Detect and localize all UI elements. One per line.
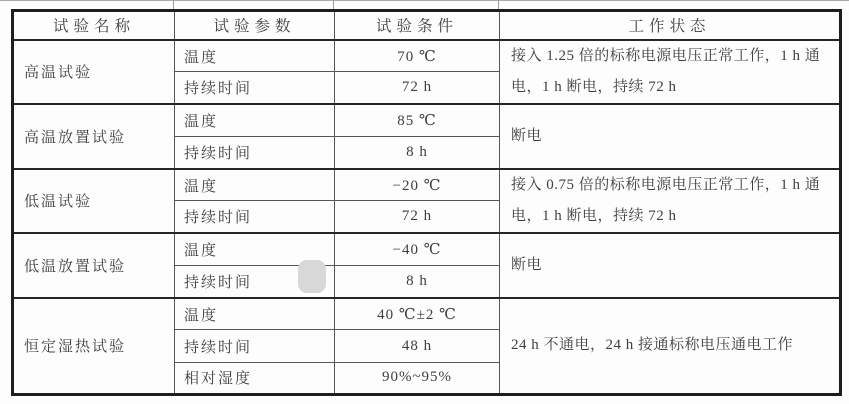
scan-smudge-artifact [298, 260, 326, 293]
test-name-cell: 高温放置试验 [13, 104, 175, 169]
condition-cell: 8 h [335, 265, 500, 297]
condition-cell: 8 h [335, 136, 500, 168]
condition-cell: 90%~95% [335, 362, 500, 394]
table-row [13, 298, 841, 330]
parameter-cell: 持续时间 [175, 265, 335, 297]
parameter-cell: 温度 [175, 104, 335, 136]
condition-cell: −40 ℃ [335, 233, 500, 265]
table-row [13, 233, 841, 265]
status-cell: 断电 [500, 104, 841, 169]
condition-cell: 70 ℃ [335, 40, 500, 72]
parameter-cell: 持续时间 [175, 136, 335, 168]
condition-cell: 72 h [335, 72, 500, 104]
parameter-cell: 持续时间 [175, 72, 335, 104]
parameter-cell: 温度 [175, 169, 335, 201]
condition-cell: −20 ℃ [335, 169, 500, 201]
table-header-row [13, 11, 841, 40]
parameter-cell: 持续时间 [175, 330, 335, 362]
header-test-condition: 试验条件 [335, 11, 500, 40]
header-test-parameter: 试验参数 [175, 11, 335, 40]
status-cell: 接入 0.75 倍的标称电源电压正常工作，1 h 通电，1 h 断电，持续 72 h [500, 169, 841, 234]
table-row [13, 169, 841, 201]
status-cell: 24 h 不通电，24 h 接通标称电压通电工作 [500, 298, 841, 395]
status-cell: 接入 1.25 倍的标称电源电压正常工作，1 h 通电，1 h 断电，持续 72 h [500, 40, 841, 105]
header-working-state: 工作状态 [500, 11, 841, 40]
test-conditions-table [11, 9, 842, 396]
scan-hairline [0, 0, 849, 1]
header-test-name: 试验名称 [13, 11, 175, 40]
parameter-cell: 温度 [175, 298, 335, 330]
test-name-cell: 低温试验 [13, 169, 175, 234]
condition-cell: 72 h [335, 201, 500, 233]
parameter-cell: 温度 [175, 233, 335, 265]
condition-cell: 48 h [335, 330, 500, 362]
status-cell: 断电 [500, 233, 841, 298]
parameter-cell: 温度 [175, 40, 335, 72]
test-name-cell: 恒定湿热试验 [13, 298, 175, 395]
parameter-cell: 持续时间 [175, 201, 335, 233]
condition-cell: 40 ℃±2 ℃ [335, 298, 500, 330]
condition-cell: 85 ℃ [335, 104, 500, 136]
table-row [13, 40, 841, 72]
parameter-cell: 相对湿度 [175, 362, 335, 394]
test-name-cell: 高温试验 [13, 40, 175, 105]
table-row [13, 104, 841, 136]
test-name-cell: 低温放置试验 [13, 233, 175, 298]
